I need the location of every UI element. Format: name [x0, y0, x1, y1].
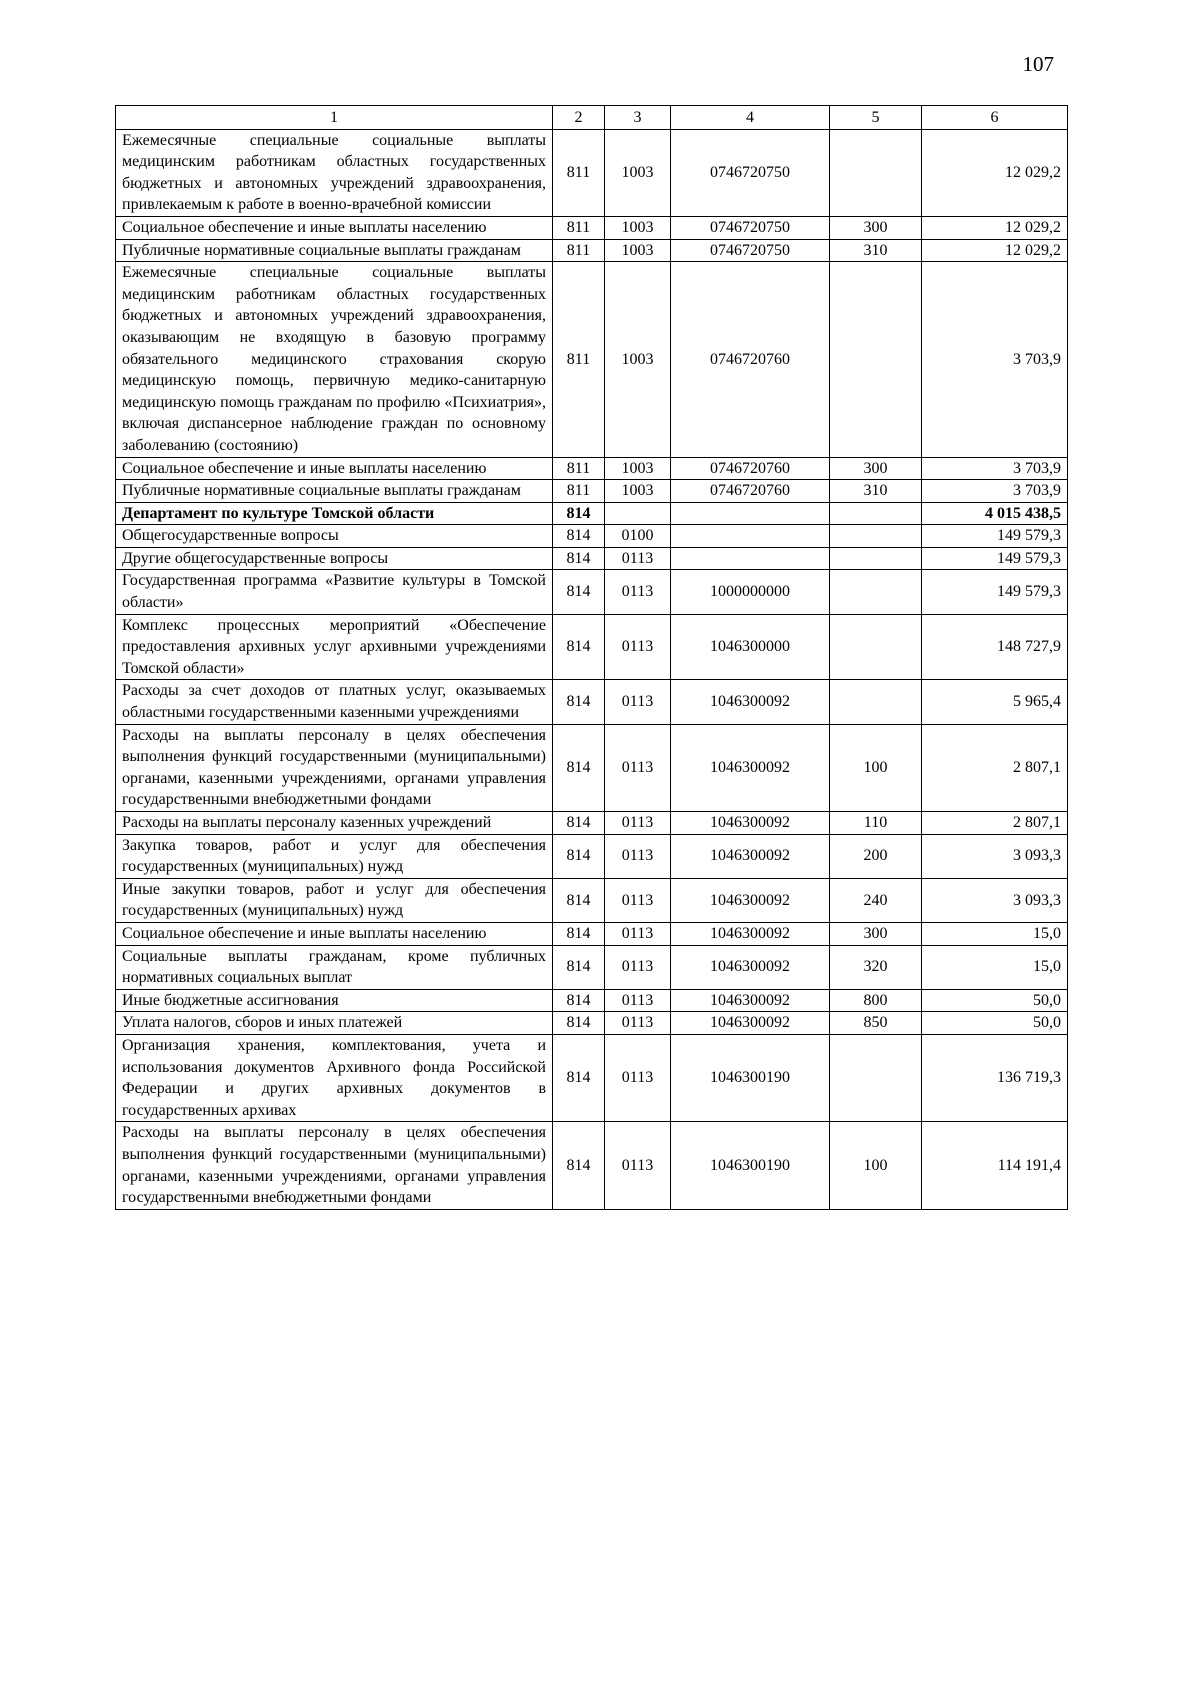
row-target-article: 1046300092 — [671, 724, 830, 811]
row-target-article: 1046300092 — [671, 834, 830, 878]
row-section: 1003 — [605, 129, 671, 216]
row-target-article: 1046300092 — [671, 812, 830, 835]
row-amount: 114 191,4 — [922, 1122, 1068, 1209]
row-amount: 3 703,9 — [922, 457, 1068, 480]
header-cell-2: 2 — [553, 106, 605, 130]
row-name: Уплата налогов, сборов и иных платежей — [116, 1012, 553, 1035]
row-code: 811 — [553, 457, 605, 480]
row-name: Ежемесячные специальные социальные выплаты медицинским работникам областных государственных бюджетных и автономных учреждений здравоохранения, привлекаемым к работе в военно-врачебной комиссии — [116, 129, 553, 216]
row-expense-type: 240 — [830, 878, 922, 922]
row-amount: 2 807,1 — [922, 812, 1068, 835]
row-target-article: 0746720760 — [671, 262, 830, 457]
row-code: 814 — [553, 989, 605, 1012]
row-name: Департамент по культуре Томской области — [116, 502, 553, 525]
row-section: 0113 — [605, 570, 671, 614]
table-header-row — [116, 106, 1068, 130]
row-code: 814 — [553, 724, 605, 811]
row-code: 814 — [553, 502, 605, 525]
row-code: 814 — [553, 1012, 605, 1035]
table-row — [116, 834, 1068, 878]
row-name: Закупка товаров, работ и услуг для обеспечения государственных (муниципальных) нужд — [116, 834, 553, 878]
row-code: 814 — [553, 812, 605, 835]
row-section: 1003 — [605, 480, 671, 503]
row-code: 811 — [553, 480, 605, 503]
row-section: 0113 — [605, 945, 671, 989]
table-row — [116, 502, 1068, 525]
row-name: Организация хранения, комплектования, учета и использования документов Архивного фонда Российской Федерации и других архивных документов в государственных архивах — [116, 1034, 553, 1121]
row-section: 1003 — [605, 262, 671, 457]
row-code: 811 — [553, 129, 605, 216]
row-section: 0113 — [605, 989, 671, 1012]
row-target-article: 1046300092 — [671, 922, 830, 945]
table-row — [116, 1034, 1068, 1121]
row-name: Социальные выплаты гражданам, кроме публичных нормативных социальных выплат — [116, 945, 553, 989]
row-code: 811 — [553, 262, 605, 457]
row-amount: 3 703,9 — [922, 262, 1068, 457]
row-name: Публичные нормативные социальные выплаты гражданам — [116, 239, 553, 262]
table-row — [116, 680, 1068, 724]
table-row — [116, 480, 1068, 503]
row-section: 1003 — [605, 457, 671, 480]
row-amount: 5 965,4 — [922, 680, 1068, 724]
table-row — [116, 216, 1068, 239]
table-row — [116, 724, 1068, 811]
table-row — [116, 239, 1068, 262]
row-code: 814 — [553, 1034, 605, 1121]
row-amount: 3 093,3 — [922, 878, 1068, 922]
row-code: 814 — [553, 1122, 605, 1209]
row-expense-type: 300 — [830, 922, 922, 945]
row-name: Ежемесячные специальные социальные выплаты медицинским работникам областных государственных бюджетных и автономных учреждений здравоохранения, оказывающим не входящую в базовую программу обязательного медицинского страхования скорую медицинскую помощь, первичную медико-санитарную медицинскую помощь гражданам по профилю «Психиатрия», включая диспансерное наблюдение граждан по основному заболеванию (состоянию) — [116, 262, 553, 457]
row-name: Расходы на выплаты персоналу казенных учреждений — [116, 812, 553, 835]
page-number: 107 — [1022, 52, 1054, 76]
row-target-article: 0746720750 — [671, 239, 830, 262]
row-expense-type — [830, 502, 922, 525]
row-section: 0113 — [605, 1034, 671, 1121]
row-section: 0113 — [605, 547, 671, 570]
row-target-article — [671, 547, 830, 570]
row-expense-type — [830, 614, 922, 680]
row-target-article: 1046300000 — [671, 614, 830, 680]
table-row — [116, 262, 1068, 457]
row-expense-type — [830, 129, 922, 216]
row-amount: 2 807,1 — [922, 724, 1068, 811]
row-amount: 50,0 — [922, 989, 1068, 1012]
row-expense-type: 800 — [830, 989, 922, 1012]
row-section — [605, 502, 671, 525]
row-expense-type: 310 — [830, 480, 922, 503]
row-section: 1003 — [605, 216, 671, 239]
row-code: 814 — [553, 834, 605, 878]
budget-table — [115, 105, 1068, 1210]
row-expense-type — [830, 570, 922, 614]
row-amount: 15,0 — [922, 945, 1068, 989]
row-code: 814 — [553, 945, 605, 989]
row-code: 814 — [553, 922, 605, 945]
row-name: Социальное обеспечение и иные выплаты населению — [116, 457, 553, 480]
row-name: Социальное обеспечение и иные выплаты населению — [116, 216, 553, 239]
row-section: 1003 — [605, 239, 671, 262]
row-expense-type — [830, 262, 922, 457]
row-amount: 148 727,9 — [922, 614, 1068, 680]
row-code: 814 — [553, 570, 605, 614]
row-section: 0113 — [605, 1012, 671, 1035]
table-row — [116, 525, 1068, 548]
row-amount: 12 029,2 — [922, 216, 1068, 239]
row-expense-type: 200 — [830, 834, 922, 878]
row-expense-type: 310 — [830, 239, 922, 262]
row-expense-type: 300 — [830, 457, 922, 480]
table-row — [116, 922, 1068, 945]
row-target-article: 0746720750 — [671, 129, 830, 216]
row-name: Иные закупки товаров, работ и услуг для обеспечения государственных (муниципальных) нужд — [116, 878, 553, 922]
row-name: Комплекс процессных мероприятий «Обеспечение предоставления архивных услуг архивными учреждениями Томской области» — [116, 614, 553, 680]
row-amount: 149 579,3 — [922, 547, 1068, 570]
row-code: 814 — [553, 680, 605, 724]
row-expense-type — [830, 1034, 922, 1121]
header-cell-4: 4 — [671, 106, 830, 130]
table-row — [116, 878, 1068, 922]
row-expense-type — [830, 547, 922, 570]
row-amount: 12 029,2 — [922, 129, 1068, 216]
row-amount: 149 579,3 — [922, 570, 1068, 614]
row-amount: 3 093,3 — [922, 834, 1068, 878]
row-expense-type: 300 — [830, 216, 922, 239]
row-section: 0113 — [605, 922, 671, 945]
table-row — [116, 1122, 1068, 1209]
row-code: 814 — [553, 614, 605, 680]
table-row — [116, 129, 1068, 216]
row-target-article: 1046300190 — [671, 1034, 830, 1121]
row-expense-type — [830, 525, 922, 548]
row-expense-type: 850 — [830, 1012, 922, 1035]
header-cell-6: 6 — [922, 106, 1068, 130]
row-section: 0113 — [605, 878, 671, 922]
row-code: 814 — [553, 525, 605, 548]
row-section: 0100 — [605, 525, 671, 548]
row-name: Расходы на выплаты персоналу в целях обеспечения выполнения функций государственными (муниципальными) органами, казенными учреждениями, органами управления государственными внебюджетными фондами — [116, 724, 553, 811]
row-target-article: 1046300092 — [671, 989, 830, 1012]
table-row — [116, 1012, 1068, 1035]
row-target-article: 1046300092 — [671, 945, 830, 989]
row-target-article — [671, 502, 830, 525]
row-amount: 149 579,3 — [922, 525, 1068, 548]
table-row — [116, 457, 1068, 480]
row-amount: 3 703,9 — [922, 480, 1068, 503]
header-cell-1: 1 — [116, 106, 553, 130]
row-expense-type: 100 — [830, 724, 922, 811]
row-target-article: 1000000000 — [671, 570, 830, 614]
row-target-article: 0746720760 — [671, 480, 830, 503]
row-target-article: 1046300092 — [671, 680, 830, 724]
row-amount: 12 029,2 — [922, 239, 1068, 262]
row-section: 0113 — [605, 1122, 671, 1209]
row-code: 811 — [553, 239, 605, 262]
table-row — [116, 989, 1068, 1012]
table-row — [116, 945, 1068, 989]
header-cell-5: 5 — [830, 106, 922, 130]
row-section: 0113 — [605, 724, 671, 811]
row-code: 814 — [553, 878, 605, 922]
row-name: Иные бюджетные ассигнования — [116, 989, 553, 1012]
row-target-article: 0746720750 — [671, 216, 830, 239]
row-target-article: 0746720760 — [671, 457, 830, 480]
row-section: 0113 — [605, 834, 671, 878]
row-name: Расходы за счет доходов от платных услуг, оказываемых областными государственными казенными учреждениями — [116, 680, 553, 724]
row-expense-type: 320 — [830, 945, 922, 989]
row-section: 0113 — [605, 614, 671, 680]
row-expense-type: 110 — [830, 812, 922, 835]
row-amount: 15,0 — [922, 922, 1068, 945]
table-row — [116, 570, 1068, 614]
row-name: Социальное обеспечение и иные выплаты населению — [116, 922, 553, 945]
row-amount: 50,0 — [922, 1012, 1068, 1035]
row-target-article — [671, 525, 830, 548]
row-code: 811 — [553, 216, 605, 239]
row-name: Государственная программа «Развитие культуры в Томской области» — [116, 570, 553, 614]
row-target-article: 1046300092 — [671, 878, 830, 922]
row-amount: 4 015 438,5 — [922, 502, 1068, 525]
row-name: Расходы на выплаты персоналу в целях обеспечения выполнения функций государственными (муниципальными) органами, казенными учреждениями, органами управления государственными внебюджетными фондами — [116, 1122, 553, 1209]
row-target-article: 1046300190 — [671, 1122, 830, 1209]
table-row — [116, 547, 1068, 570]
row-section: 0113 — [605, 812, 671, 835]
row-expense-type — [830, 680, 922, 724]
row-expense-type: 100 — [830, 1122, 922, 1209]
row-name: Публичные нормативные социальные выплаты гражданам — [116, 480, 553, 503]
row-target-article: 1046300092 — [671, 1012, 830, 1035]
table-row — [116, 614, 1068, 680]
row-name: Общегосударственные вопросы — [116, 525, 553, 548]
header-cell-3: 3 — [605, 106, 671, 130]
row-section: 0113 — [605, 680, 671, 724]
row-name: Другие общегосударственные вопросы — [116, 547, 553, 570]
table-row — [116, 812, 1068, 835]
row-amount: 136 719,3 — [922, 1034, 1068, 1121]
row-code: 814 — [553, 547, 605, 570]
